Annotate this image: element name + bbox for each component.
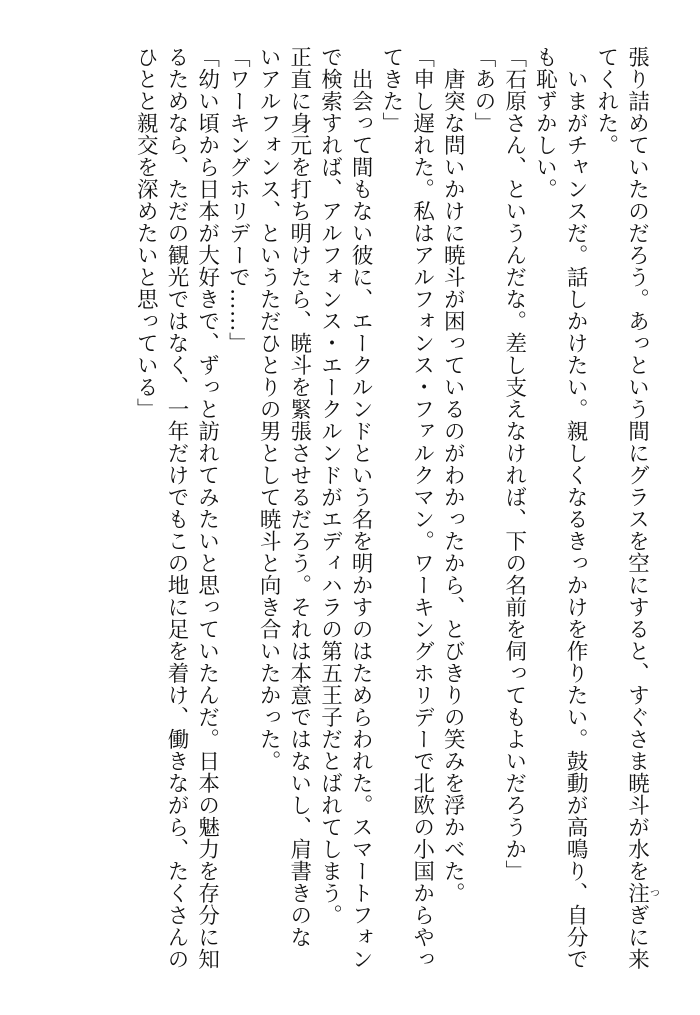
- text-column: てくれた。: [593, 46, 619, 156]
- paragraph: [252, 46, 375, 976]
- dialogue-paragraph: [130, 46, 222, 976]
- text-column: てきた」: [378, 46, 404, 134]
- text-column: いまがチャンスだ。話しかけたい。親しくなるきっかけを作りたい。鼓動が高鳴り、自分で: [563, 67, 589, 970]
- text-column: ひとと親交を深めたいと思っている」: [133, 46, 159, 420]
- dialogue-paragraph: [498, 46, 529, 976]
- paragraph: [437, 46, 468, 976]
- text-column: 「石原さん、というんだな。差し支えなければ、下の名前を伺ってもよいだろうか」: [501, 46, 527, 882]
- text-column: 唐突な問いかけに暁斗が困っているのがわかったから、とびきりの笑みを浮かべた。: [440, 67, 466, 904]
- text-column: 出会って間もない彼に、エークルンドという名を明かすのはためらわれた。スマートフォン: [348, 67, 374, 970]
- text-column: 「あの」: [470, 46, 496, 134]
- dialogue-paragraph: [467, 46, 498, 976]
- text-run: ぎに来: [624, 904, 650, 970]
- text-column: 「申し遅れた。私はアルフォンス・ファルクマン。ワーキングホリデーで北欧の小国からやっ: [409, 46, 435, 970]
- text-column: で検索すれば、アルフォンス・エークルンドがエディハラの第五王子だとばれてしまう。: [317, 46, 343, 926]
- text-column: いアルフォンス、というただひとりの男として暁斗と向き合いたかった。: [256, 46, 282, 772]
- text-column: 「ワーキングホリデーで……」: [225, 46, 251, 354]
- paragraph: [590, 46, 658, 976]
- paragraph: [529, 46, 590, 976]
- text-column: 正直に身元を打ち明けたら、暁斗を緊張させるだろう。それは本意ではないし、肩書きのな: [286, 46, 312, 948]
- dialogue-paragraph: [222, 46, 253, 976]
- ruby-annotation: [624, 882, 659, 904]
- text-column: 「幼い頃から日本が大好きで、ずっと訪れてみたいと思っていたんだ。日本の魅力を存分に知: [194, 46, 220, 970]
- text-column: るためなら、ただの観光ではなく、一年だけでもこの地に足を着け、働きながら、たくさんの: [163, 46, 189, 970]
- text-column: [621, 46, 658, 976]
- ruby-reading: つ: [647, 882, 659, 904]
- text-column: も恥ずかしい。: [532, 46, 558, 200]
- dialogue-paragraph: [375, 46, 436, 976]
- ruby-base: 注: [624, 882, 650, 904]
- text-run: 張り詰めていたのだろう。あっという間にグラスを空にすると、すぐさま暁斗が水を: [624, 46, 650, 882]
- vertical-text-body: [38, 46, 658, 976]
